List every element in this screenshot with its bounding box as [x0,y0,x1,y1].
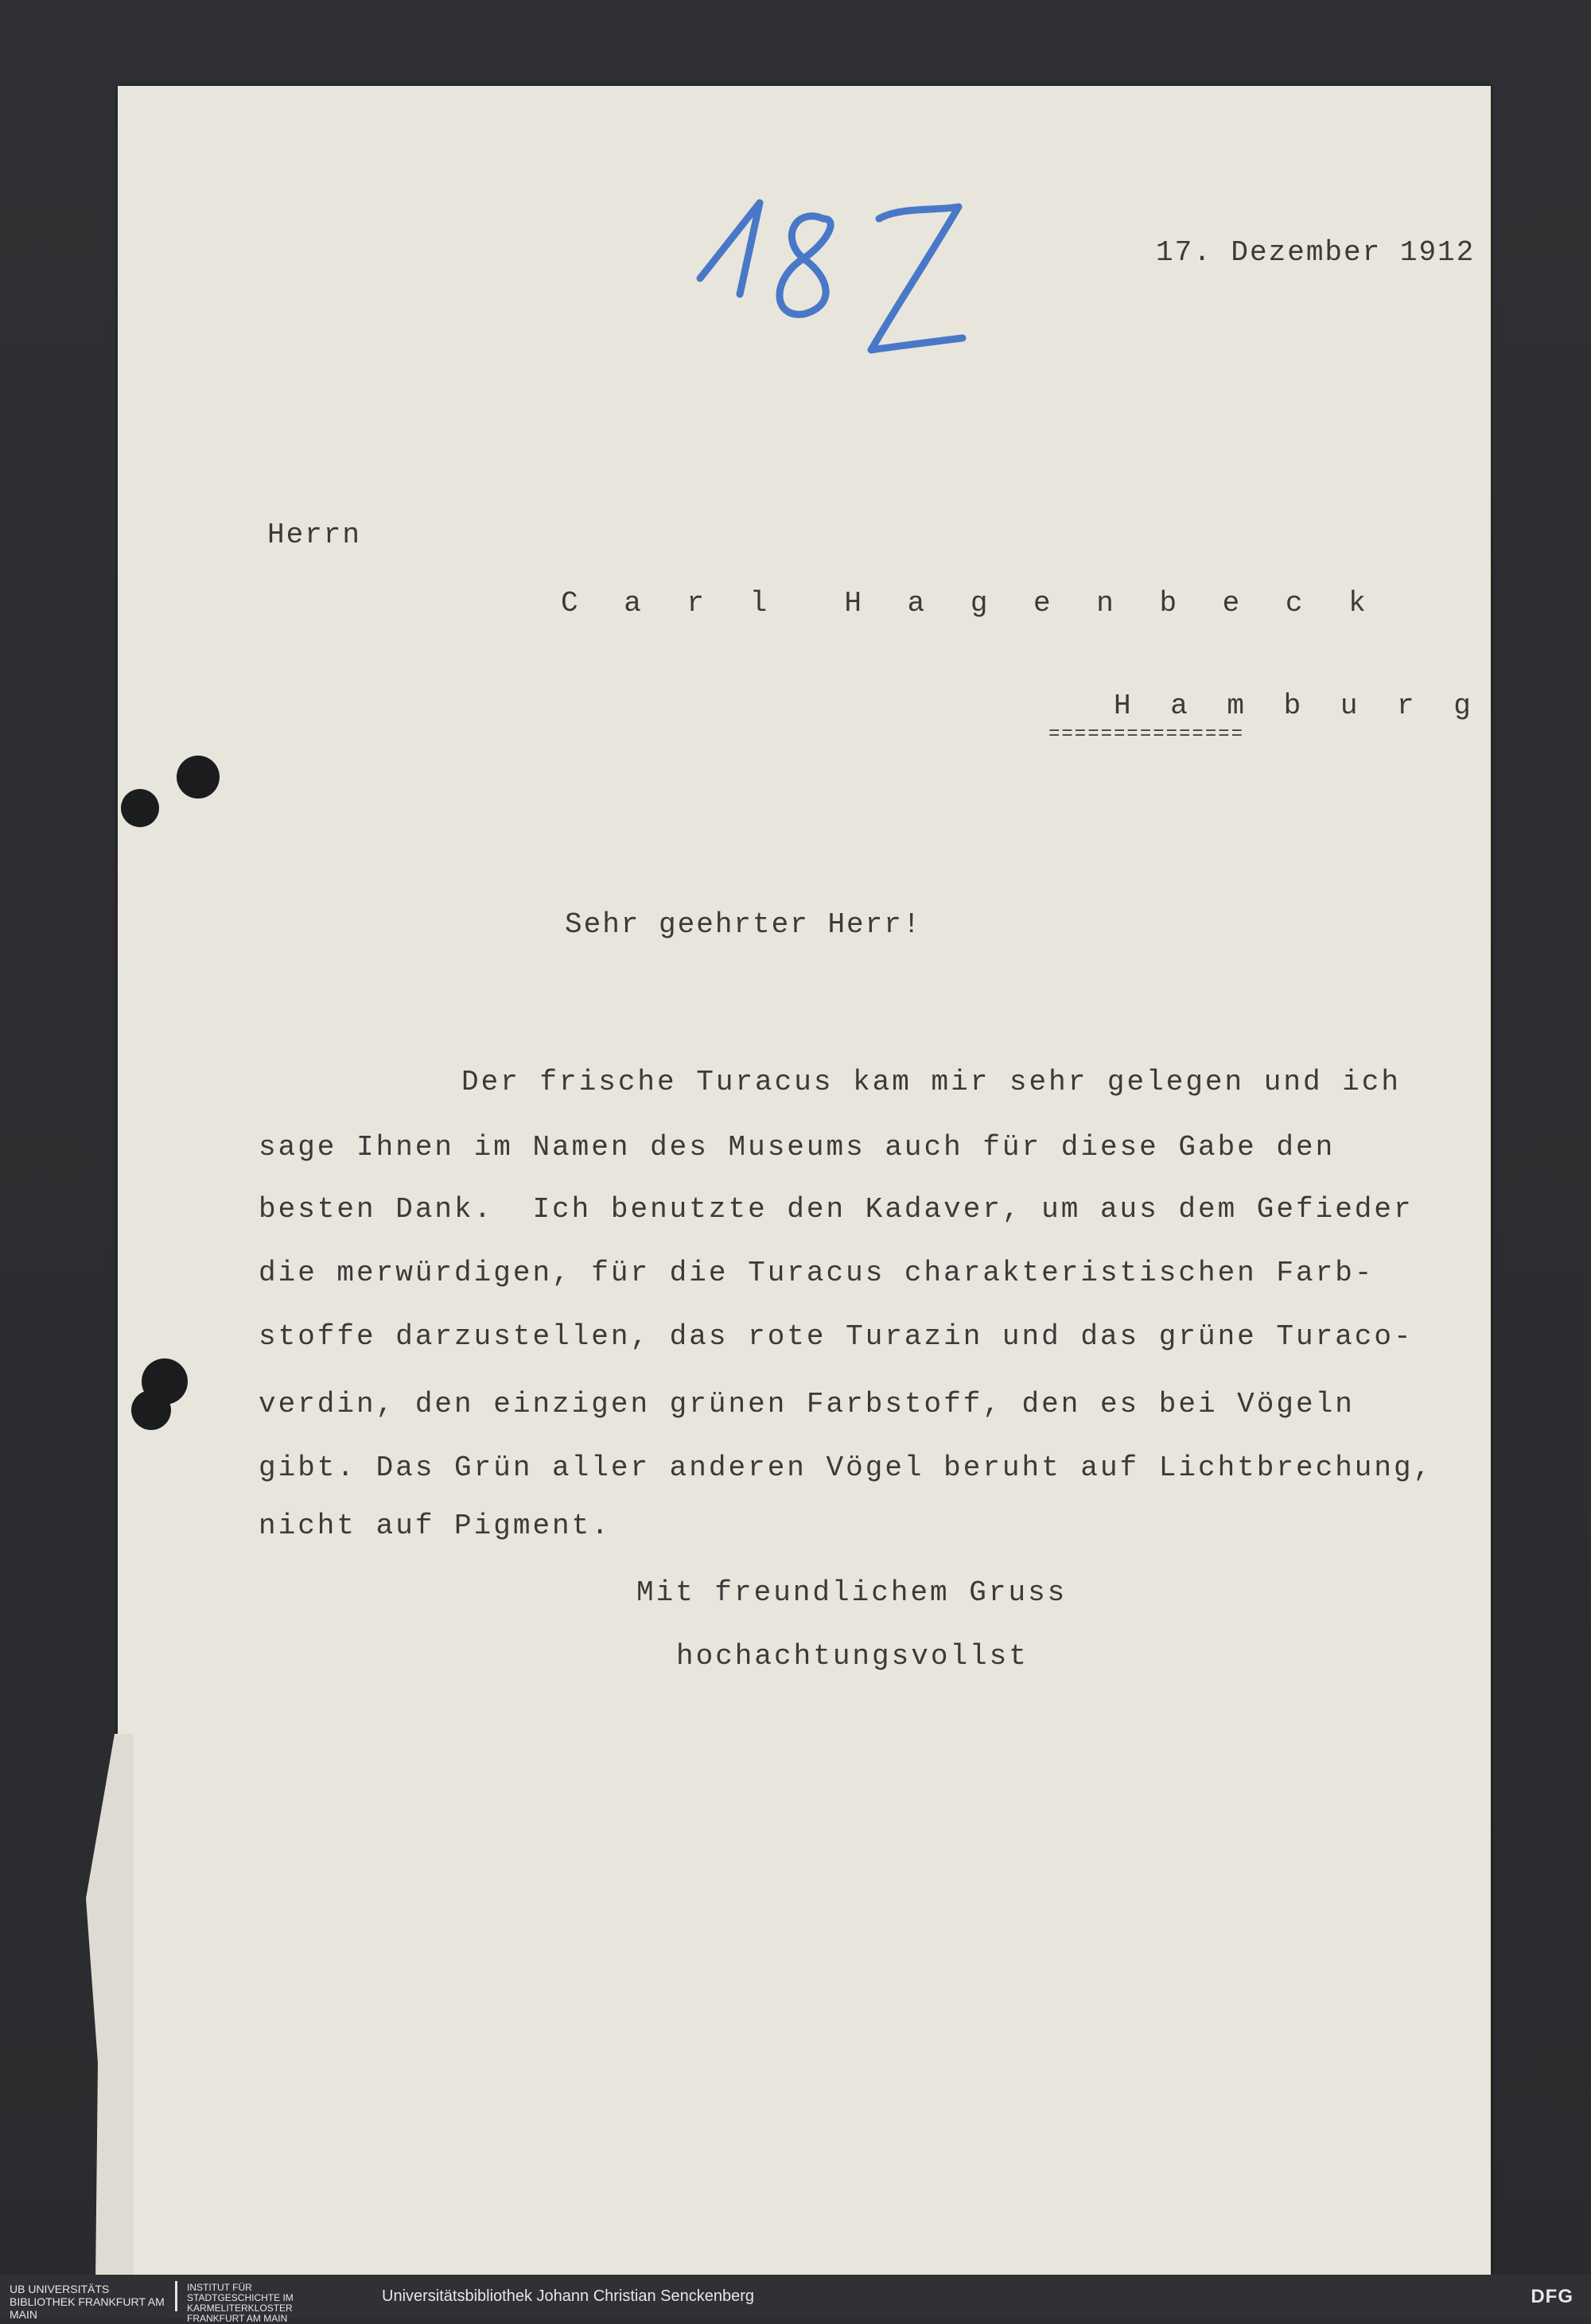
institut-logo: INSTITUT FÜR STADTGESCHICHTE IM KARMELITERKLOSTER FRANKFURT AM MAIN [187,2282,294,2324]
footer-bar [0,2275,1591,2324]
body-line: nicht auf Pigment. [259,1510,611,1542]
footer-divider [175,2281,177,2311]
dfg-logo: DFG [1531,2286,1573,2307]
salutation-prefix: Herrn [267,519,362,551]
punch-hole [131,1390,171,1430]
punch-hole [121,789,159,827]
ub-logo: UB UNIVERSITÄTS BIBLIOTHEK FRANKFURT AM MAIN [10,2283,165,2321]
body-line: Der frische Turacus kam mir sehr gelegen und ich [461,1066,1401,1098]
letter-date: 17. Dezember 1912 [1156,236,1476,269]
punch-hole [177,756,220,799]
body-line: die merwürdigen, für die Turacus charakteristischen Farb- [259,1257,1375,1289]
closing-formula: hochachtungsvollst [676,1640,1029,1673]
body-line: gibt. Das Grün aller anderen Vögel beruht auf Lichtbrechung, [259,1452,1433,1484]
library-name: Universitätsbibliothek Johann Christian Senckenberg [382,2287,755,2305]
body-line: sage Ihnen im Namen des Museums auch für diese Gabe den [259,1131,1336,1164]
handwritten-reference-number [684,175,986,382]
closing-greeting: Mit freundlichem Gruss [636,1576,1068,1609]
body-line: besten Dank. Ich benutzte den Kadaver, um aus dem Gefieder [259,1193,1414,1226]
recipient-city: H a m b u r g [1114,690,1482,722]
city-underline: =============== [1048,724,1245,745]
letter-page [118,86,1491,2281]
recipient-name: C a r l H a g e n b e c k [561,587,1380,620]
greeting: Sehr geehrter Herr! [565,908,922,941]
body-line: verdin, den einzigen grünen Farbstoff, den es bei Vögeln [259,1388,1355,1420]
body-line: stoffe darzustellen, das rote Turazin und das grüne Turaco- [259,1320,1414,1353]
